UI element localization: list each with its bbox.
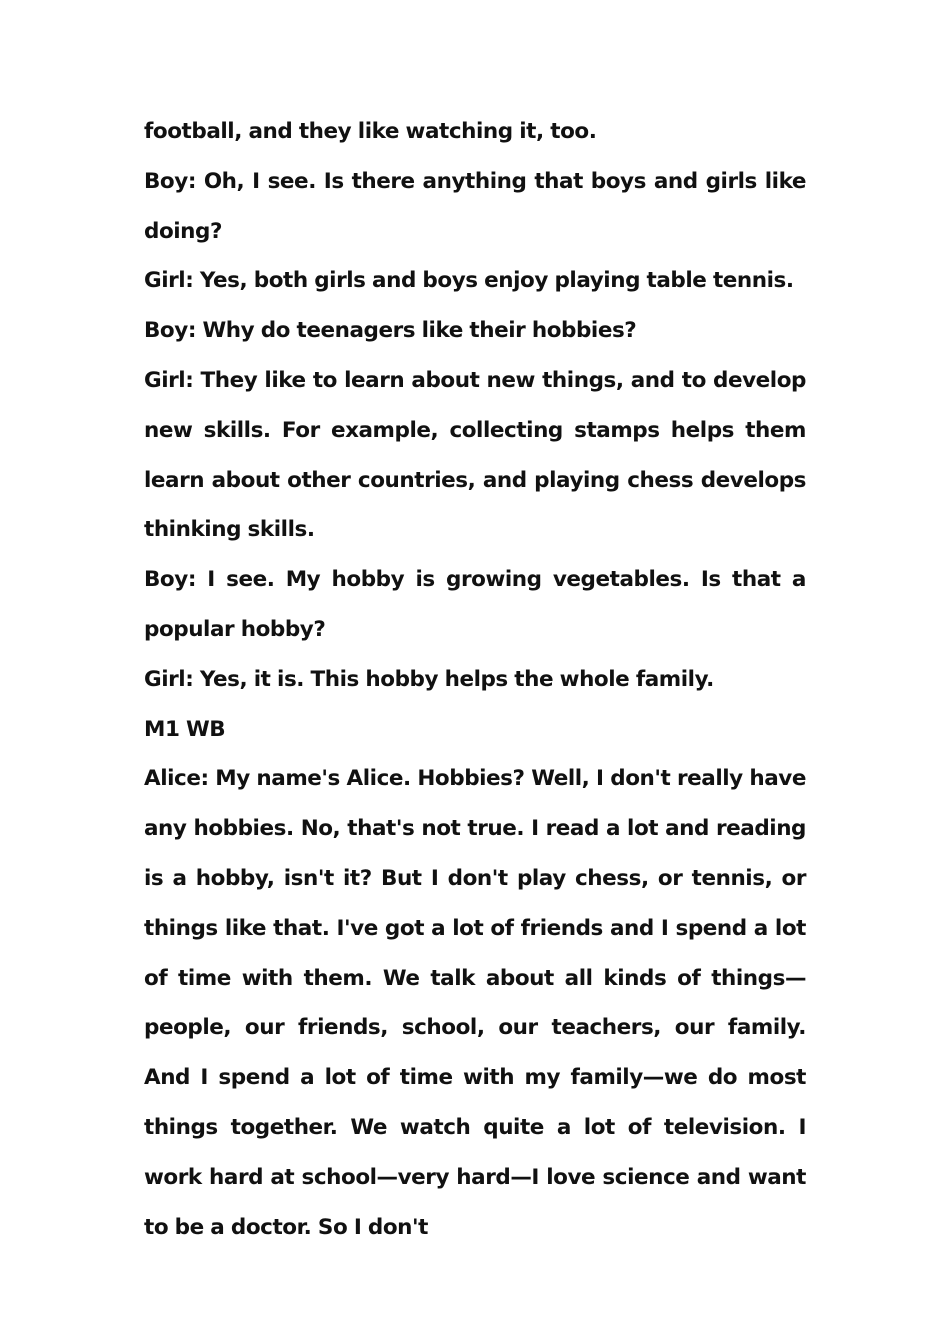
paragraph: Boy: Why do teenagers like their hobbies? bbox=[144, 318, 637, 344]
paragraph: Boy: I see. My hobby is growing vegetables. Is that a popular hobby? bbox=[144, 567, 806, 642]
paragraph: Alice: My name's Alice. Hobbies? Well, I don't really have any hobbies. No, that's not true. I read a lot and reading is a hobby, isn't it? But I don't play chess, or tennis, or things like that. I've got a lot of friends and I spend a lot of time with them. We talk about all kinds of things—people, our friends, school, our teachers, our family. And I spend a lot of time with my family—we do most things together. We watch quite a lot of television. I work hard at school—very hard—I love science and want to be a doctor. So I don't bbox=[144, 766, 806, 1240]
paragraph: Girl: They like to learn about new things, and to develop new skills. For example, collecting stamps helps them learn about other countries, and playing chess develops thinking skills. bbox=[144, 367, 806, 543]
transcript-text bbox=[144, 107, 806, 1252]
paragraph: football, and they like watching it, too. bbox=[144, 119, 597, 144]
section-heading: M1 WB bbox=[144, 716, 226, 742]
paragraph: Boy: Oh, I see. Is there anything that boys and girls like doing? bbox=[144, 168, 806, 244]
paragraph: Girl: Yes, both girls and boys enjoy playing table tennis. bbox=[144, 268, 794, 294]
paragraph: Girl: Yes, it is. This hobby helps the whole family. bbox=[144, 666, 714, 692]
